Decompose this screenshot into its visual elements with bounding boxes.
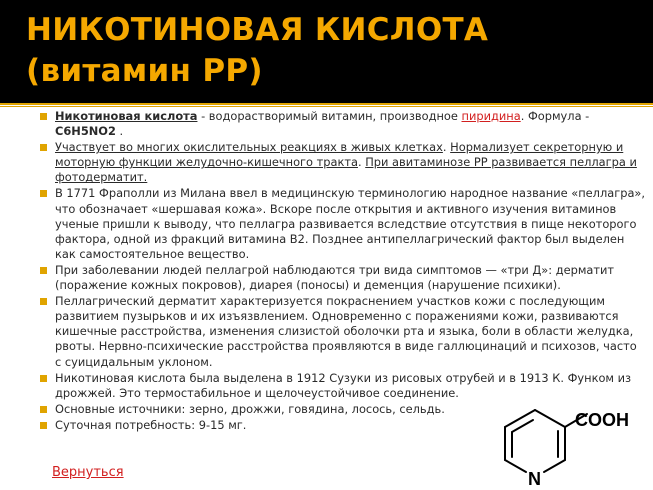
deficiency-note: При авитаминозе РР развивается пеллагра и фотодерматит. [55, 155, 637, 185]
bullet-daily-need: Суточная потребность: 9-15 мг. [40, 418, 645, 433]
formula-suffix: . [115, 124, 124, 139]
accent-rule-top [0, 103, 653, 105]
bullet-definition [40, 109, 645, 139]
slide-title [26, 10, 488, 92]
sep-2: . [357, 155, 366, 170]
back-link[interactable]: Вернуться [52, 465, 124, 480]
bullet-sources: Основные источники: зерно, дрожжи, говядина, лосось, сельдь. [40, 402, 645, 417]
bullet-dermatitis: Пеллагрический дерматит характеризуется покраснением участков кожи с последующим развитием пузырьков и их изъязвлением. Одновременно с поражениями кожи, развиваются кишечные расстройства, изменения слизистой оболочки рта и языка, боли в области желудка, рвоты. Нервно-психические расстройства проявляются в виде галлюцинаций и психозов, часто с суицидальным уклоном. [40, 294, 645, 369]
pyridine-link[interactable]: пиридина [461, 109, 521, 123]
bullet-three-d: При заболевании людей пеллагрой наблюдаются три вида симптомов — «три Д»: дерматит (поражение кожных покровов), диарея (поносы) и деменция (нарушение психики). [40, 263, 645, 293]
cooh-label: COOH [575, 410, 629, 430]
term-nicotinic-acid: Никотиновая кислота [55, 109, 198, 123]
bullet-functions [40, 140, 645, 185]
nicotinic-acid-structure [495, 396, 645, 490]
definition-text: - водорастворимый витамин, производное [197, 109, 462, 123]
bullet-list [40, 109, 645, 434]
title-line-2: (витамин РР) [26, 53, 263, 89]
title-line-1: НИКОТИНОВАЯ КИСЛОТА [26, 12, 489, 48]
nitrogen-label: N [528, 469, 541, 489]
title-bar [0, 0, 653, 103]
formula-prefix: . Формула - [520, 109, 590, 123]
function-oxidation: Участвует во многих окислительных реакциях в живых клетках [55, 140, 443, 155]
accent-rule-bottom [0, 106, 653, 107]
formula: C6H5NO2 [55, 124, 116, 139]
function-gi-tract: Нормализует секреторную и моторную функции желудочно-кишечного тракта [55, 140, 624, 170]
bullet-history: В 1771 Фраполли из Милана ввел в медицинскую терминологию народное название «пеллагра», что обозначает «шершавая кожа». Вскоре после открытия и активного изучения витаминов ученые пришли к выводу, что пеллагра развивается вследствие отсутствия в пище некоторого фактора, одной из фракций витамина В2. Позднее антипеллагрический фактор был выделен как самостоятельное вещество. [40, 186, 645, 261]
bullet-isolation: Никотиновая кислота была выделена в 1912 Сузуки из рисовых отрубей и в 1913 К. Функом из дрожжей. Это термостабильное и щелочеустойчивое соединение. [40, 371, 645, 401]
sep-1: . [442, 140, 451, 155]
